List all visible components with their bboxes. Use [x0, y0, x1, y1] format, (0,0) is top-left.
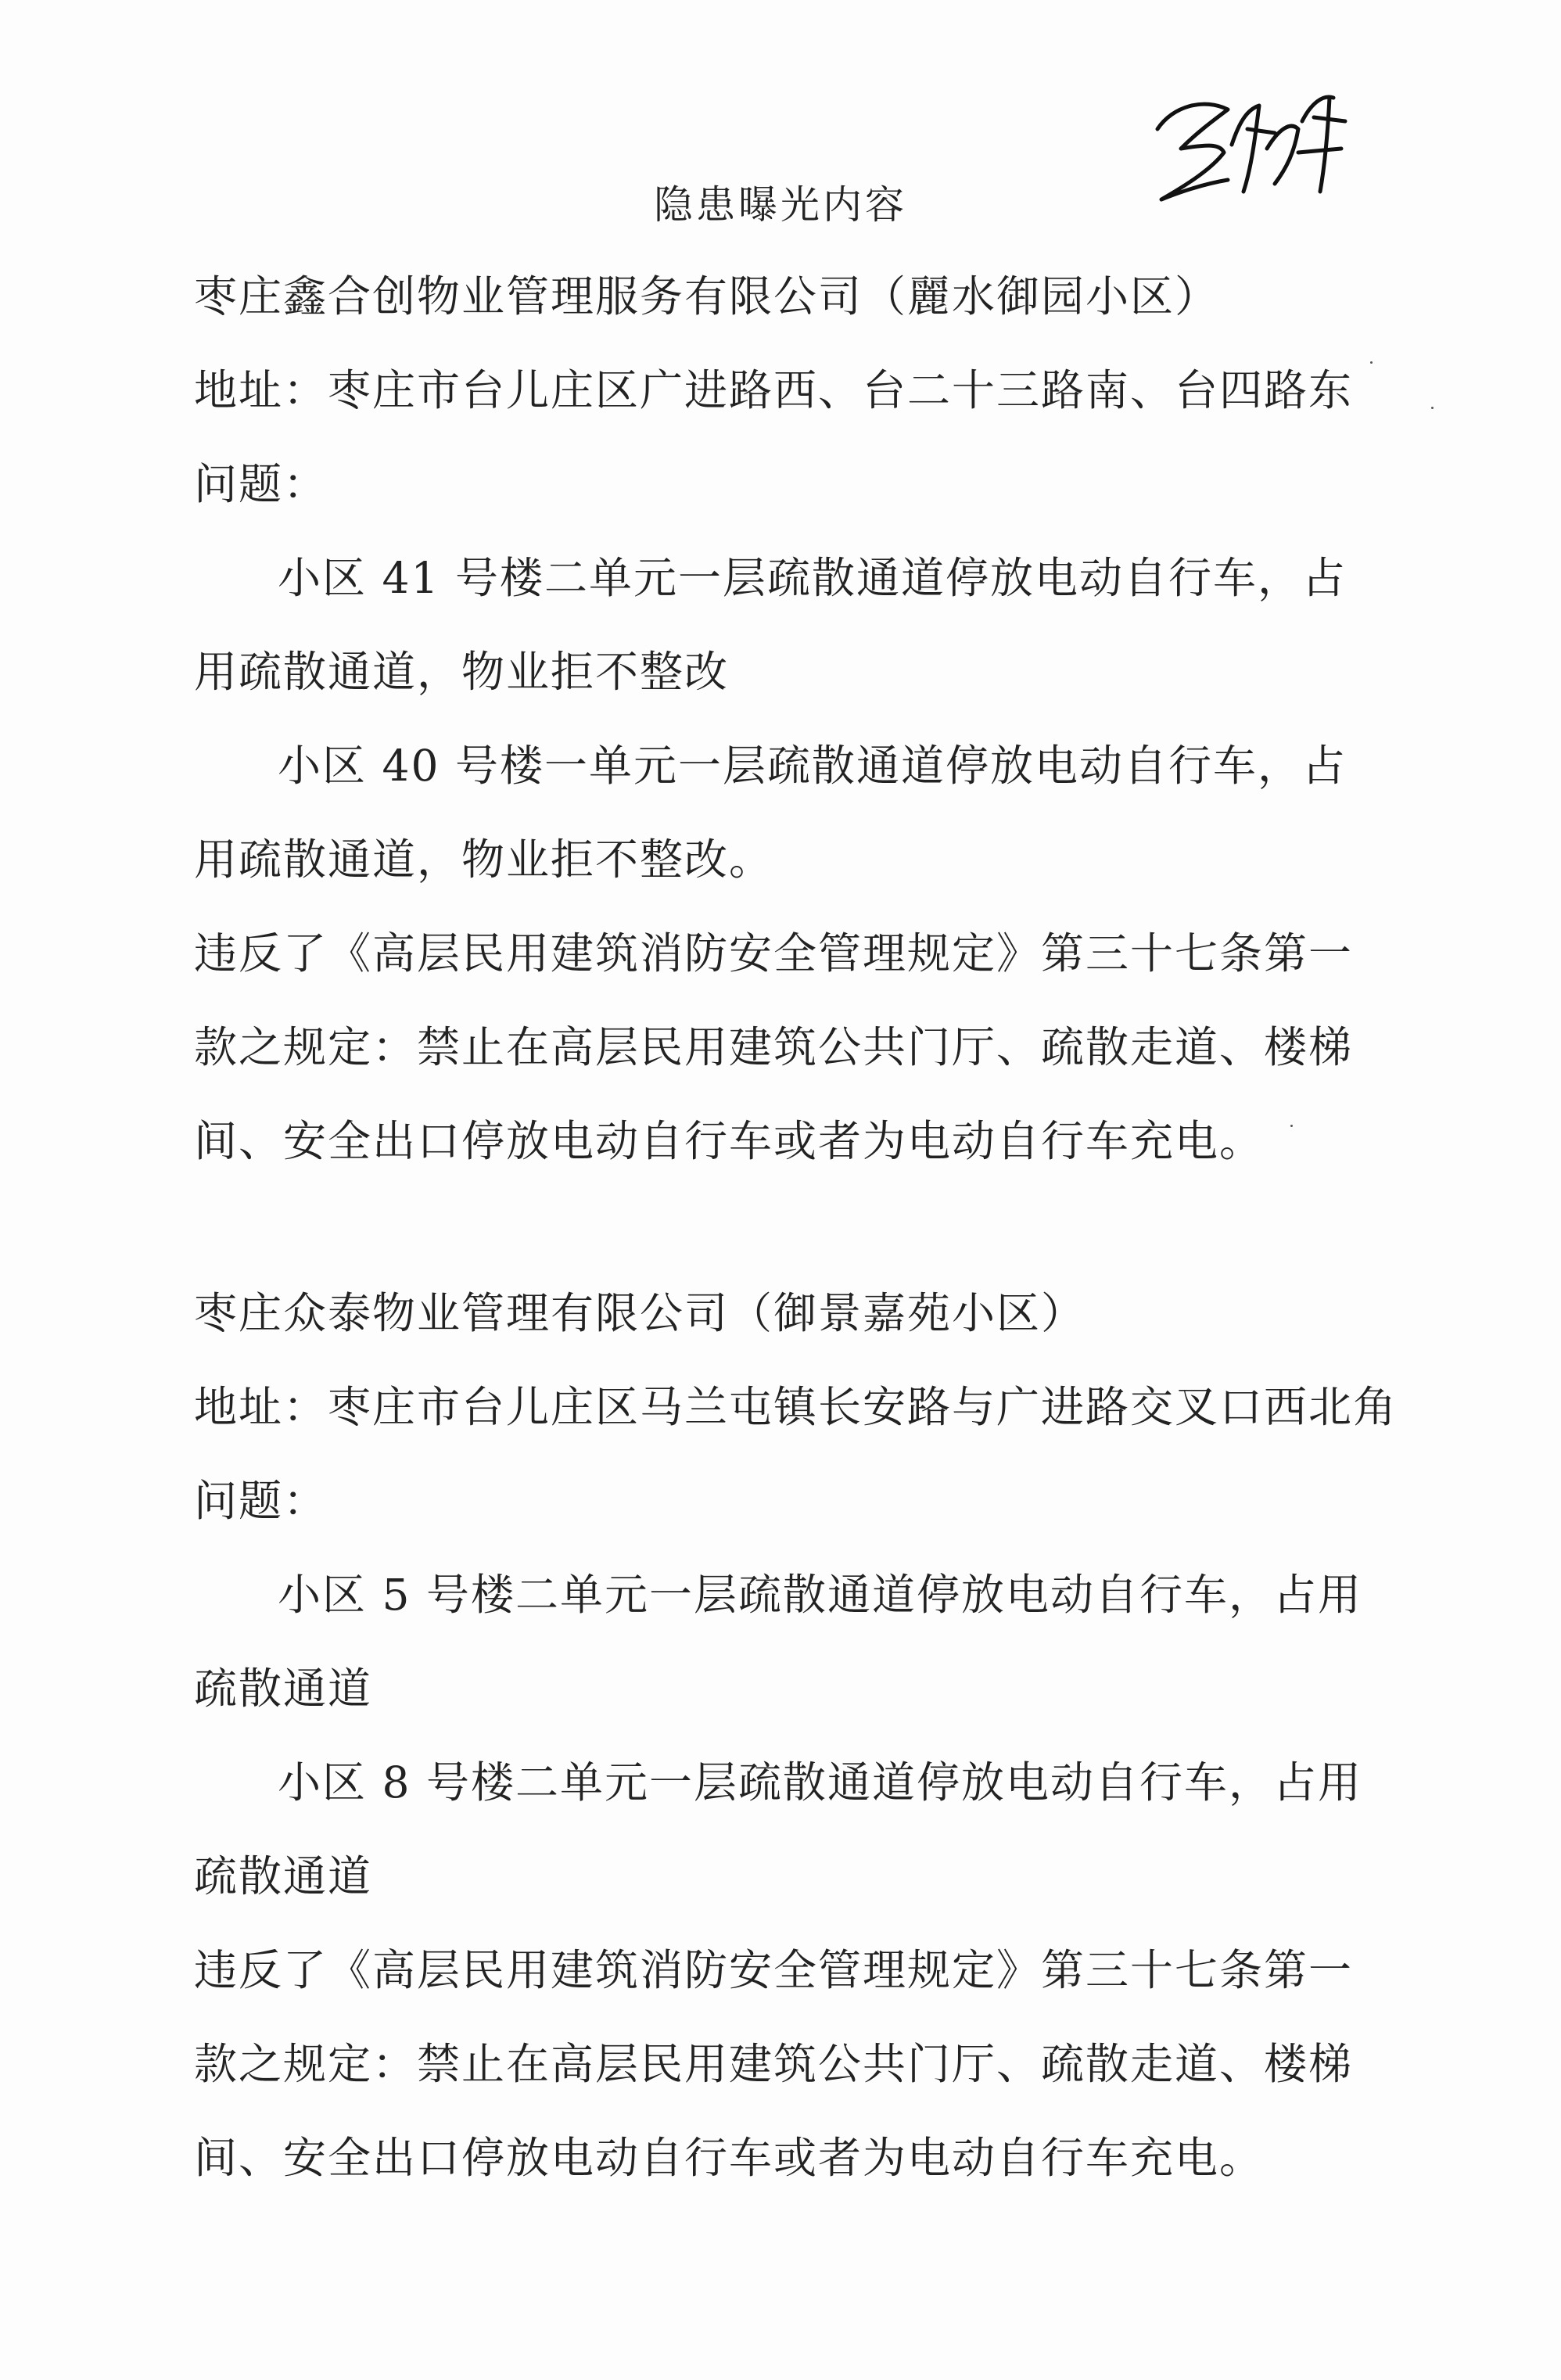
issue-line: 用疏散通道，物业拒不整改 [194, 647, 730, 697]
document-title: 隐患曝光内容 [654, 182, 907, 228]
scan-speck [1370, 361, 1373, 364]
address-line: 地址：枣庄市台儿庄区广进路西、台二十三路南、台四路东 [194, 365, 1354, 415]
issue-line: 小区 5 号楼二单元一层疏散通道停放电动自行车，占用 [278, 1570, 1362, 1620]
violation-line: 违反了《高层民用建筑消防安全管理规定》第三十七条第一 [194, 1945, 1354, 1995]
company-name: 枣庄鑫合创物业管理服务有限公司（麗水御园小区） [194, 271, 1220, 321]
company-name: 枣庄众泰物业管理有限公司（御景嘉苑小区） [194, 1288, 1086, 1338]
issue-line: 疏散通道 [194, 1664, 373, 1714]
address-line: 地址：枣庄市台儿庄区马兰屯镇长安路与广进路交叉口西北角 [194, 1382, 1398, 1432]
issue-line: 小区 41 号楼二单元一层疏散通道停放电动自行车，占 [278, 553, 1347, 603]
scan-speck [1290, 1125, 1293, 1127]
issue-line: 疏散通道 [194, 1851, 373, 1901]
problem-label: 问题： [194, 1476, 328, 1526]
violation-line: 间、安全出口停放电动自行车或者为电动自行车充电。 [194, 2133, 1265, 2183]
violation-line: 款之规定：禁止在高层民用建筑公共门厅、疏散走道、楼梯 [194, 2039, 1354, 2089]
issue-line: 小区 8 号楼二单元一层疏散通道停放电动自行车，占用 [278, 1757, 1362, 1807]
problem-label: 问题： [194, 459, 328, 509]
issue-line: 用疏散通道，物业拒不整改。 [194, 835, 774, 885]
violation-line: 间、安全出口停放电动自行车或者为电动自行车充电。 [194, 1116, 1265, 1166]
scan-speck [1431, 407, 1434, 409]
violation-line: 违反了《高层民用建筑消防安全管理规定》第三十七条第一 [194, 928, 1354, 978]
violation-line: 款之规定：禁止在高层民用建筑公共门厅、疏散走道、楼梯 [194, 1022, 1354, 1072]
issue-line: 小区 40 号楼一单元一层疏散通道停放电动自行车，占 [278, 741, 1347, 791]
